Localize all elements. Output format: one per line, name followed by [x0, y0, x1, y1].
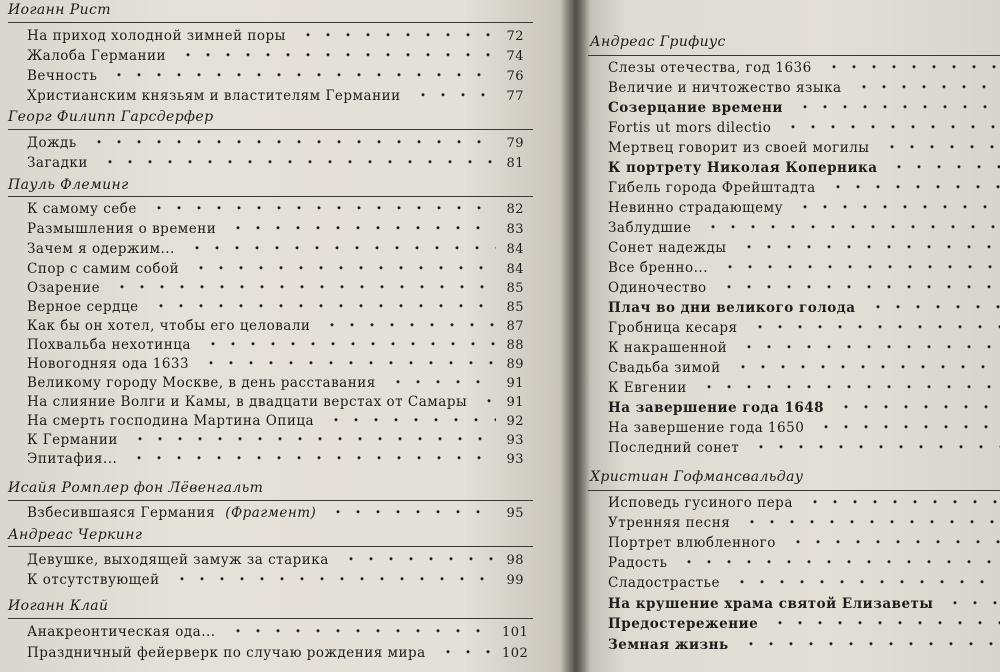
toc-entry[interactable]: Свадьба зимой — [608, 358, 1000, 376]
toc-entry[interactable]: Дождь 79 — [27, 134, 524, 151]
toc-entry[interactable]: Сладострастье — [608, 573, 1000, 591]
author-heading: Андреас Черкинг — [8, 527, 143, 543]
fragment-note: (Фрагмент) — [225, 504, 317, 521]
toc-entry[interactable]: На завершение года 1650 — [608, 418, 1000, 436]
toc-entry[interactable]: Утренняя песня — [608, 513, 1000, 531]
section-rule — [8, 618, 533, 619]
toc-entry[interactable]: Размышления о времени 83 — [27, 220, 524, 237]
section-rule — [8, 500, 533, 501]
toc-entry[interactable]: Заблудшие — [608, 218, 1000, 236]
toc-entry[interactable]: Новогодняя ода 1633 89 — [27, 355, 524, 372]
toc-entry[interactable]: Одиночество — [608, 278, 1000, 296]
toc-entry[interactable]: Слезы отечества, год 1636 — [608, 58, 1000, 76]
toc-entry[interactable]: К отсутствующей 99 — [27, 571, 524, 588]
toc-entry[interactable]: Девушке, выходящей замуж за старика 98 — [27, 551, 524, 568]
section-rule — [8, 196, 533, 197]
toc-entry[interactable]: Радость — [608, 553, 1000, 571]
toc-entry[interactable]: На слияние Волги и Камы, в двадцати верстах от Самары 91 — [27, 393, 524, 410]
toc-entry[interactable]: Озарение 85 — [27, 279, 524, 296]
toc-entry[interactable]: Верное сердце 85 — [27, 298, 524, 315]
toc-entry[interactable]: Исповедь гусиного пера — [608, 493, 1000, 511]
toc-entry[interactable]: Жалоба Германии 74 — [27, 47, 524, 64]
toc-entry[interactable]: Похвальба нехотинца 88 — [27, 336, 524, 353]
right-page — [574, 0, 1000, 672]
toc-entry[interactable]: Как бы он хотел, чтобы его целовали 87 — [27, 317, 524, 334]
author-heading: Иоганн Рист — [8, 2, 111, 18]
toc-entry[interactable]: Fortis ut mors dilectio — [608, 118, 1000, 136]
author-heading: Христиан Гофмансвальдау — [590, 469, 804, 485]
toc-entry[interactable]: К накрашенной — [608, 338, 1000, 356]
toc-entry[interactable]: На приход холодной зимней поры 72 — [27, 27, 524, 44]
toc-entry[interactable]: К самому себе 82 — [27, 200, 524, 217]
author-heading: Пауль Флеминг — [8, 177, 129, 193]
toc-entry[interactable]: На завершение года 1648 — [608, 398, 1000, 416]
section-rule — [588, 55, 1000, 56]
toc-entry[interactable]: Праздничный фейерверк по случаю рождения мира 102 — [27, 644, 529, 661]
toc-entry[interactable]: На смерть господина Мартина Опица 92 — [27, 412, 524, 429]
author-heading: Исайя Ромплер фон Лёвенгальт — [8, 480, 264, 496]
toc-entry[interactable]: Гробница кесаря — [608, 318, 1000, 336]
toc-entry[interactable]: Анакреонтическая ода... 101 — [27, 623, 529, 640]
author-heading: Андреас Грифиус — [590, 34, 726, 50]
toc-entry[interactable]: Загадки 81 — [27, 154, 524, 171]
section-rule — [8, 22, 533, 23]
toc-entry[interactable]: Вечность 76 — [27, 67, 524, 84]
toc-entry[interactable]: Последний сонет — [608, 438, 1000, 456]
author-heading: Георг Филипп Гарсдерфер — [8, 109, 214, 125]
section-rule — [8, 129, 533, 130]
toc-entry[interactable]: Мертвец говорит из своей могилы — [608, 138, 1000, 156]
toc-entry[interactable]: К портрету Николая Коперника — [608, 158, 1000, 176]
toc-entry[interactable]: Плач во дни великого голода — [608, 298, 1000, 316]
toc-entry[interactable]: Зачем я одержим... 84 — [27, 240, 524, 257]
toc-entry[interactable]: Невинно страдающему — [608, 198, 1000, 216]
toc-entry[interactable]: На крушение храма святой Елизаветы — [608, 594, 1000, 612]
section-rule — [588, 490, 1000, 491]
toc-entry[interactable]: Взбесившаяся Германия (Фрагмент) 95 — [27, 504, 524, 521]
toc-entry[interactable]: Земная жизнь — [608, 635, 1000, 653]
toc-entry[interactable]: Великому городу Москве, в день расставания 91 — [27, 374, 524, 391]
toc-entry[interactable]: Портрет влюбленного — [608, 533, 1000, 551]
toc-entry[interactable]: К Германии 93 — [27, 431, 524, 448]
toc-entry[interactable]: Величие и ничтожество языка — [608, 78, 1000, 96]
toc-entry[interactable]: Сонет надежды — [608, 238, 1000, 256]
toc-entry[interactable]: Эпитафия... 93 — [27, 450, 524, 467]
toc-entry[interactable]: Гибель города Фрейштадта — [608, 178, 1000, 196]
author-heading: Иоганн Клай — [8, 598, 109, 614]
toc-entry[interactable]: Предостережение — [608, 614, 1000, 632]
toc-entry[interactable]: Все бренно... — [608, 258, 1000, 276]
section-rule — [8, 546, 533, 547]
toc-entry[interactable]: Созерцание времени — [608, 98, 1000, 116]
toc-entry[interactable]: К Евгении — [608, 378, 1000, 396]
toc-entry[interactable]: Спор с самим собой 84 — [27, 260, 524, 277]
toc-entry[interactable]: Христианским князьям и властителям Германии 77 — [27, 87, 524, 104]
